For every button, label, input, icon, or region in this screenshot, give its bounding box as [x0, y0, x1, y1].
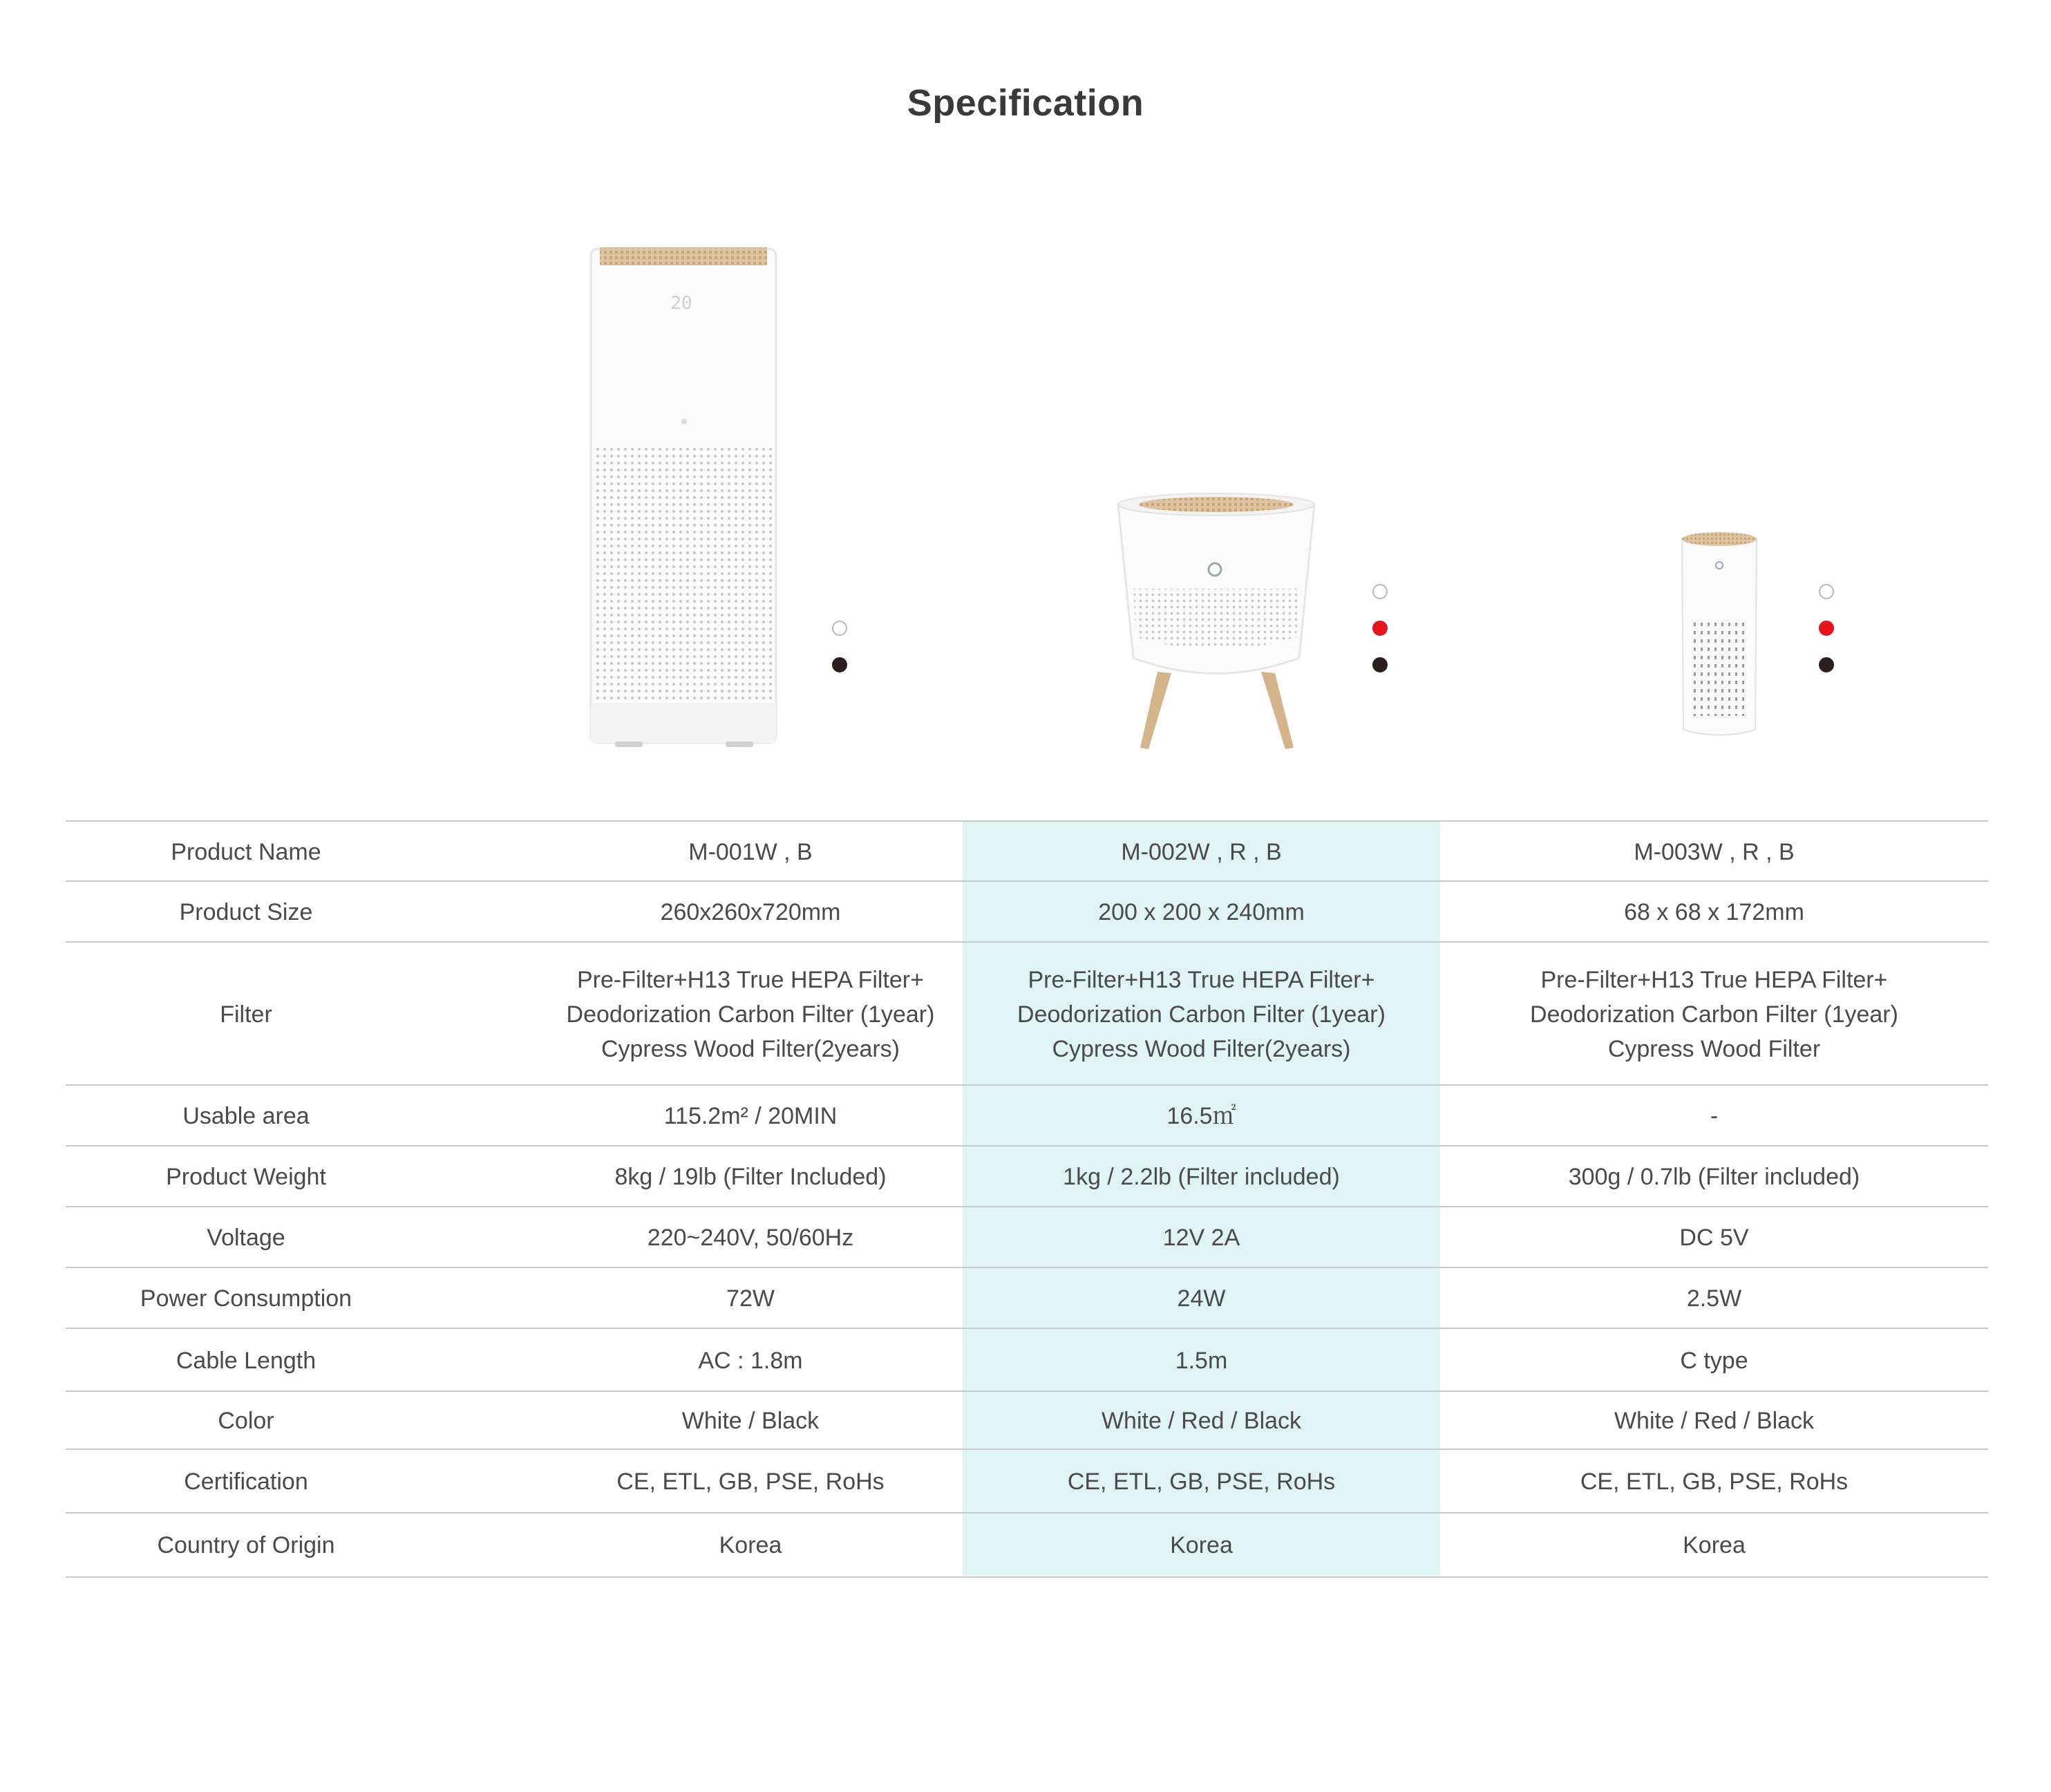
table-row: [66, 1206, 1988, 1268]
spec-value-m002: 16.5㎡: [1166, 1103, 1236, 1129]
svg-text:20: 20: [670, 293, 692, 314]
table-row: [66, 1512, 1988, 1578]
filter-line: Cypress Wood Filter(2years): [1052, 1035, 1351, 1062]
color-swatch-white[interactable]: [1819, 584, 1834, 599]
row-label: Voltage: [207, 1225, 285, 1251]
spec-value-m001: 8kg / 19lb (Filter Included): [614, 1164, 887, 1190]
spec-value-m003: DC 5V: [1679, 1225, 1749, 1251]
color-swatch-black[interactable]: [1819, 657, 1834, 672]
table-row: [66, 941, 1988, 1086]
row-label: Product Weight: [166, 1164, 326, 1190]
row-label: Color: [218, 1408, 274, 1434]
filter-line: Deodorization Carbon Filter (1year): [1530, 1001, 1898, 1028]
filter-line: Pre-Filter+H13 True HEPA Filter+: [1028, 966, 1375, 993]
row-label: Certification: [184, 1469, 308, 1495]
filter-line: Cypress Wood Filter(2years): [601, 1035, 900, 1062]
row-label: Product Size: [179, 899, 313, 925]
spec-value-m002: 1.5m: [1175, 1347, 1228, 1374]
product-image-m001: [587, 245, 781, 750]
table-row: [66, 1449, 1988, 1513]
spec-value-m003: White / Red / Black: [1614, 1408, 1815, 1434]
spec-value-m001: AC : 1.8m: [698, 1347, 803, 1374]
spec-value-m001: Korea: [719, 1531, 782, 1558]
spec-value-m003: [1440, 943, 1988, 1086]
filter-line: Pre-Filter+H13 True HEPA Filter+: [1540, 966, 1888, 993]
row-label: Power Consumption: [140, 1285, 352, 1312]
color-swatch-white[interactable]: [1372, 584, 1388, 599]
table-row: [66, 1145, 1988, 1207]
color-swatch-black[interactable]: [832, 657, 847, 672]
color-swatch-white[interactable]: [832, 621, 847, 636]
product-image-m002: [1113, 492, 1320, 753]
row-label: Usable area: [182, 1103, 310, 1129]
color-swatch-red[interactable]: [1372, 621, 1388, 636]
filter-line: Deodorization Carbon Filter (1year): [566, 1001, 935, 1028]
spec-value-m002: Korea: [1170, 1531, 1233, 1558]
spec-value-m001: 115.2m² / 20MIN: [663, 1103, 838, 1129]
spec-value-m003: 68 x 68 x 172mm: [1624, 899, 1804, 925]
spec-value-m001: 72W: [726, 1285, 775, 1312]
filter-line: Cypress Wood Filter: [1607, 1035, 1821, 1062]
spec-value-m003: CE, ETL, GB, PSE, RoHs: [1580, 1469, 1849, 1495]
spec-value-m002: CE, ETL, GB, PSE, RoHs: [1067, 1469, 1336, 1495]
spec-value-m001: White / Black: [681, 1408, 820, 1434]
spec-value-m003: Korea: [1683, 1531, 1746, 1558]
spec-value-m001: 260x260x720mm: [660, 899, 841, 925]
spec-value-m003: 300g / 0.7lb (Filter included): [1568, 1164, 1860, 1190]
table-row: [66, 1084, 1988, 1147]
spec-value-m002: 1kg / 2.2lb (Filter included): [1063, 1164, 1340, 1190]
spec-value-m002: [963, 943, 1440, 1086]
color-swatch-red[interactable]: [1819, 621, 1834, 636]
row-label: Country of Origin: [157, 1531, 335, 1558]
row-label: Product Name: [171, 838, 321, 865]
table-row: [66, 1390, 1988, 1450]
spec-value-m002: White / Red / Black: [1101, 1408, 1302, 1434]
spec-value-m002: 24W: [1177, 1285, 1226, 1312]
spec-value-m003: -: [1710, 1103, 1719, 1129]
spec-value-m001: CE, ETL, GB, PSE, RoHs: [616, 1469, 885, 1495]
product-image-m003: [1678, 529, 1761, 740]
color-swatch-black[interactable]: [1372, 657, 1388, 672]
spec-value-m003: M-003W , R , B: [1634, 838, 1795, 865]
table-row: [66, 1267, 1988, 1329]
spec-value-m002: 200 x 200 x 240mm: [1098, 899, 1305, 925]
page-title: Specification: [907, 82, 1144, 124]
spec-value-m003: C type: [1680, 1347, 1748, 1374]
filter-line: Deodorization Carbon Filter (1year): [1017, 1001, 1386, 1028]
row-label: Filter: [220, 1001, 272, 1028]
spec-value-m002: M-002W , R , B: [1121, 838, 1282, 865]
spec-value-m002: 12V 2A: [1162, 1225, 1240, 1251]
filter-line: Pre-Filter+H13 True HEPA Filter+: [577, 966, 924, 993]
table-row: [66, 880, 1988, 943]
spec-value-m001: M-001W , B: [688, 838, 813, 865]
row-label: Cable Length: [176, 1347, 316, 1374]
table-row: [66, 1328, 1988, 1392]
spec-value-m003: 2.5W: [1686, 1285, 1742, 1312]
spec-value-m001: 220~240V, 50/60Hz: [647, 1225, 854, 1251]
table-row: [66, 820, 1988, 882]
